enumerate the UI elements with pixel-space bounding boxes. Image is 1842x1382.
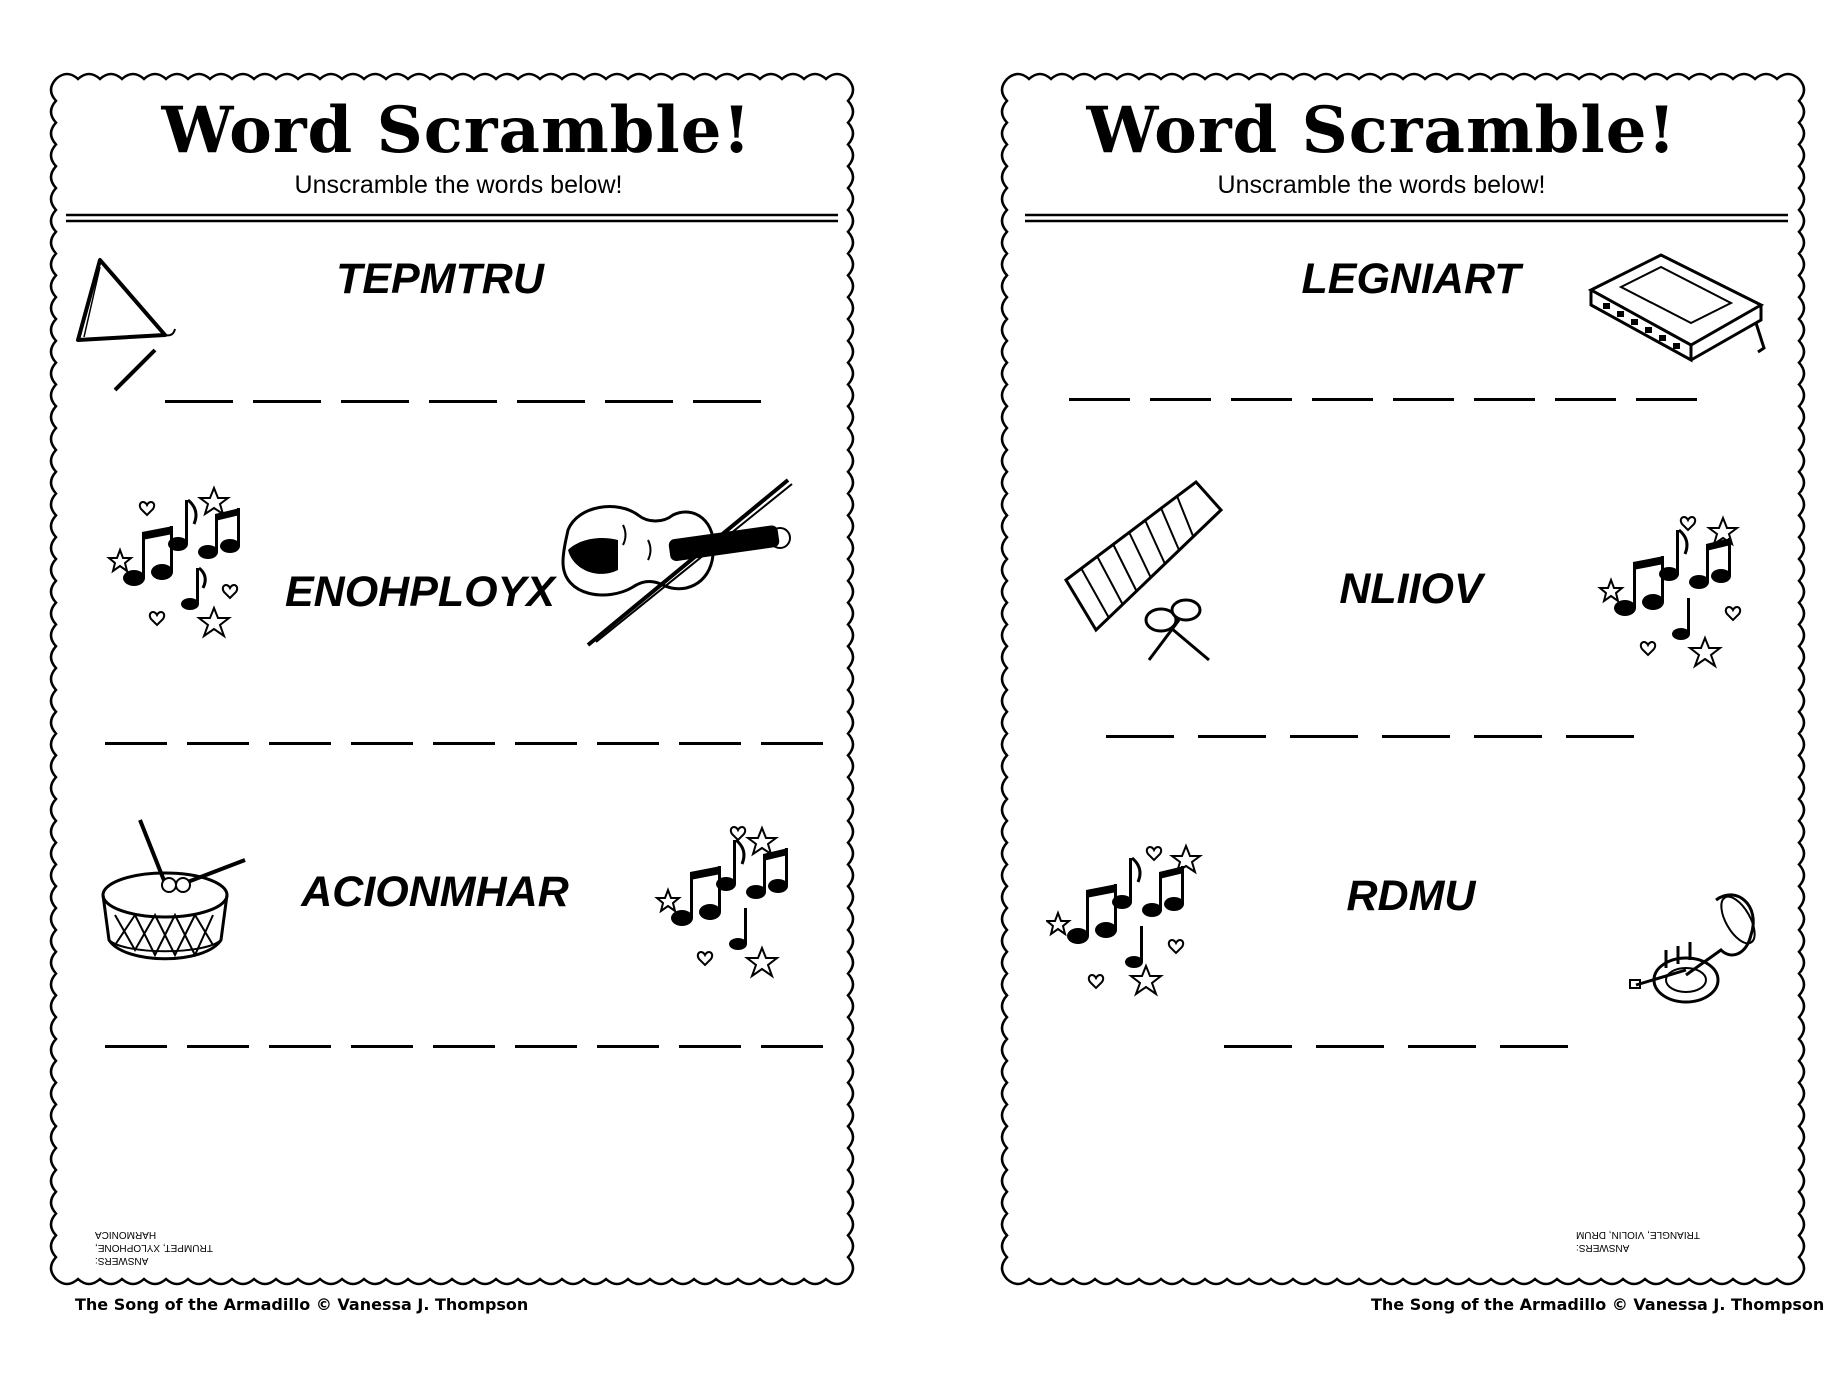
answer-key-label: ANSWERS: <box>95 1255 149 1266</box>
music-notes-icon <box>1046 838 1206 1008</box>
blank[interactable] <box>1224 1045 1292 1048</box>
answer-blanks-2[interactable] <box>105 742 823 745</box>
music-notes-icon <box>1593 510 1753 680</box>
worksheet-right <box>921 0 1842 1382</box>
answer-blanks-1[interactable] <box>1069 398 1697 401</box>
answer-key <box>95 1228 275 1267</box>
blank[interactable] <box>605 400 673 403</box>
answer-key-label: ANSWERS: <box>1576 1242 1630 1253</box>
blank[interactable] <box>269 1045 331 1048</box>
blank[interactable] <box>433 1045 495 1048</box>
blank[interactable] <box>1393 398 1454 401</box>
music-notes-icon <box>650 820 810 990</box>
copyright-footer: The Song of the Armadillo © Vanessa J. Thompson <box>75 1295 529 1314</box>
blank[interactable] <box>351 1045 413 1048</box>
answer-blanks-3[interactable] <box>1224 1045 1568 1048</box>
blank[interactable] <box>1231 398 1292 401</box>
blank[interactable] <box>515 1045 577 1048</box>
scrambled-word-2: ENOHPLOYX <box>285 568 555 616</box>
answer-key-text: TRUMPET, XYLOPHONE, HARMONICA <box>95 1229 213 1253</box>
blank[interactable] <box>1555 398 1616 401</box>
answer-blanks-1[interactable] <box>165 400 761 403</box>
worksheet-title: Word Scramble! <box>1086 93 1677 168</box>
blank[interactable] <box>693 400 761 403</box>
blank[interactable] <box>351 742 413 745</box>
blank[interactable] <box>1198 735 1266 738</box>
scrambled-word-1: TEPMTRU <box>336 255 544 303</box>
drum-icon <box>95 815 255 975</box>
wavy-border <box>921 0 1842 1382</box>
answer-blanks-3[interactable] <box>105 1045 823 1048</box>
blank[interactable] <box>1500 1045 1568 1048</box>
scrambled-word-1: LEGNIART <box>1301 255 1521 303</box>
scrambled-word-2: NLIIOV <box>1339 565 1483 613</box>
blank[interactable] <box>1474 735 1542 738</box>
blank[interactable] <box>597 742 659 745</box>
violin-icon <box>548 470 798 650</box>
blank[interactable] <box>341 400 409 403</box>
triangle-icon <box>70 255 180 395</box>
blank[interactable] <box>1636 398 1697 401</box>
blank[interactable] <box>429 400 497 403</box>
blank[interactable] <box>1474 398 1535 401</box>
blank[interactable] <box>1382 735 1450 738</box>
blank[interactable] <box>433 742 495 745</box>
blank[interactable] <box>187 742 249 745</box>
blank[interactable] <box>1069 398 1130 401</box>
blank[interactable] <box>269 742 331 745</box>
blank[interactable] <box>1566 735 1634 738</box>
blank[interactable] <box>517 400 585 403</box>
copyright-footer: The Song of the Armadillo © Vanessa J. Thompson <box>1371 1295 1825 1314</box>
answer-blanks-2[interactable] <box>1106 735 1634 738</box>
blank[interactable] <box>1408 1045 1476 1048</box>
blank[interactable] <box>105 1045 167 1048</box>
worksheet-title: Word Scramble! <box>161 93 752 168</box>
blank[interactable] <box>253 400 321 403</box>
harmonica-icon <box>1581 245 1771 375</box>
blank[interactable] <box>597 1045 659 1048</box>
blank[interactable] <box>515 742 577 745</box>
scrambled-word-3: ACIONMHAR <box>301 868 569 916</box>
trumpet-icon <box>1626 880 1766 1020</box>
blank[interactable] <box>1290 735 1358 738</box>
worksheet-subtitle: Unscramble the words below! <box>1217 171 1546 199</box>
blank[interactable] <box>679 742 741 745</box>
blank[interactable] <box>761 1045 823 1048</box>
blank[interactable] <box>761 742 823 745</box>
blank[interactable] <box>679 1045 741 1048</box>
blank[interactable] <box>187 1045 249 1048</box>
answer-key <box>1576 1228 1756 1254</box>
xylophone-icon <box>1061 470 1241 670</box>
blank[interactable] <box>1312 398 1373 401</box>
answer-key-text: TRIANGLE, VIOLIN, DRUM <box>1576 1229 1700 1240</box>
blank[interactable] <box>1150 398 1211 401</box>
blank[interactable] <box>1316 1045 1384 1048</box>
music-notes-icon <box>102 480 262 650</box>
worksheet-subtitle: Unscramble the words below! <box>294 171 623 199</box>
scrambled-word-3: RDMU <box>1346 872 1476 920</box>
blank[interactable] <box>165 400 233 403</box>
blank[interactable] <box>1106 735 1174 738</box>
blank[interactable] <box>105 742 167 745</box>
